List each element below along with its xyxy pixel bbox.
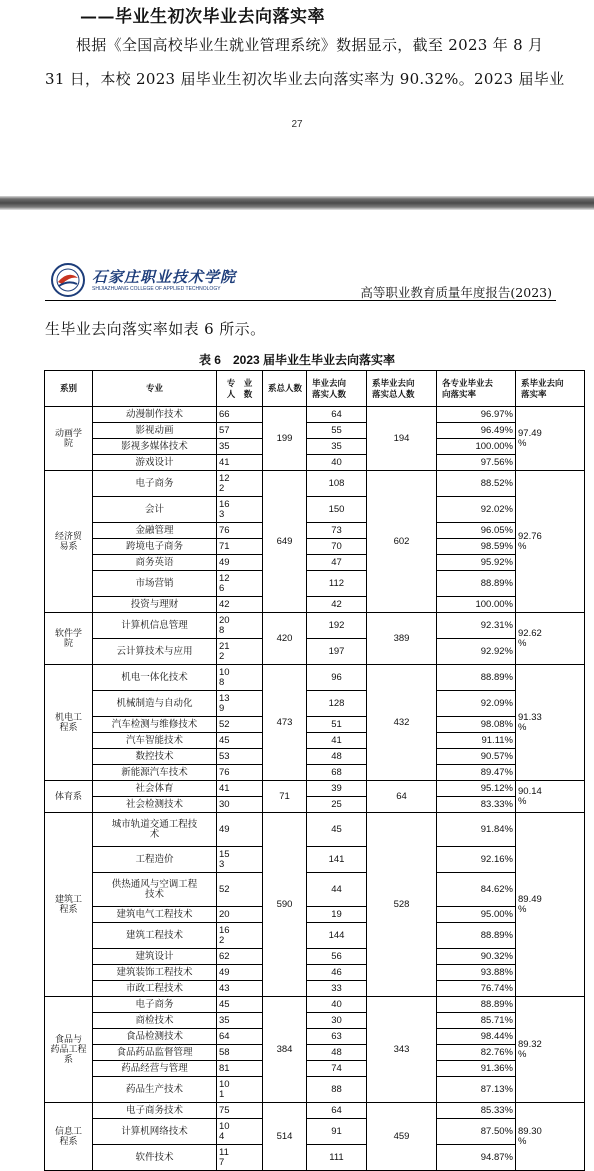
placed-count-cell: 19	[307, 907, 367, 923]
major-count-cell: 49	[217, 555, 263, 571]
table-row	[45, 597, 585, 613]
table-row	[45, 523, 585, 539]
table-row	[45, 1103, 585, 1119]
major-rate-cell: 100.00%	[437, 439, 516, 455]
table-row	[45, 691, 585, 717]
dept-name-cell: 建筑工 程系	[45, 813, 93, 997]
placed-count-cell: 48	[307, 1045, 367, 1061]
table-row	[45, 613, 585, 639]
dept-name-cell: 经济贸 易系	[45, 471, 93, 613]
major-name-cell: 影视多媒体技术	[93, 439, 217, 455]
major-count-cell: 20 8	[217, 613, 263, 639]
placed-count-cell: 42	[307, 597, 367, 613]
major-rate-cell: 88.89%	[437, 997, 516, 1013]
header-major: 专业	[93, 371, 217, 407]
major-count-cell: 45	[217, 733, 263, 749]
placed-count-cell: 40	[307, 997, 367, 1013]
placed-count-cell: 56	[307, 949, 367, 965]
major-name-cell: 建筑设计	[93, 949, 217, 965]
major-name-cell: 金融管理	[93, 523, 217, 539]
dept-rate-cell: 89.30 %	[516, 1103, 585, 1171]
major-name-cell: 机械制造与自动化	[93, 691, 217, 717]
table-header-row	[45, 371, 585, 407]
dept-rate-cell: 97.49 %	[516, 407, 585, 471]
major-count-cell: 58	[217, 1045, 263, 1061]
dept-placed-total-cell: 64	[367, 781, 437, 813]
major-rate-cell: 91.11%	[437, 733, 516, 749]
placed-count-cell: 35	[307, 439, 367, 455]
major-name-cell: 建筑装饰工程技术	[93, 965, 217, 981]
major-count-cell: 35	[217, 1013, 263, 1029]
major-name-cell: 社会体育	[93, 781, 217, 797]
placed-count-cell: 41	[307, 733, 367, 749]
table-row	[45, 439, 585, 455]
major-rate-cell: 92.31%	[437, 613, 516, 639]
table-row	[45, 923, 585, 949]
major-count-cell: 76	[217, 765, 263, 781]
major-name-cell: 食品检测技术	[93, 1029, 217, 1045]
major-name-cell: 计算机网络技术	[93, 1119, 217, 1145]
major-rate-cell: 97.56%	[437, 455, 516, 471]
major-count-cell: 41	[217, 455, 263, 471]
dept-name-cell: 信息工 程系	[45, 1103, 93, 1171]
table-row	[45, 781, 585, 797]
major-rate-cell: 89.47%	[437, 765, 516, 781]
dept-rate-cell: 89.49 %	[516, 813, 585, 997]
header-dept: 系别	[45, 371, 93, 407]
major-count-cell: 15 3	[217, 847, 263, 873]
dept-total-cell: 590	[263, 813, 307, 997]
table-row	[45, 965, 585, 981]
header-divider	[45, 300, 556, 301]
major-name-cell: 药品经营与管理	[93, 1061, 217, 1077]
dept-rate-cell: 89.32 %	[516, 997, 585, 1103]
table-row	[45, 1029, 585, 1045]
major-rate-cell: 95.92%	[437, 555, 516, 571]
major-name-cell: 市政工程技术	[93, 981, 217, 997]
table-row	[45, 407, 585, 423]
table-row	[45, 497, 585, 523]
table-row	[45, 471, 585, 497]
placed-count-cell: 25	[307, 797, 367, 813]
placed-count-cell: 68	[307, 765, 367, 781]
table-row	[45, 733, 585, 749]
placed-count-cell: 192	[307, 613, 367, 639]
table-row	[45, 949, 585, 965]
major-count-cell: 42	[217, 597, 263, 613]
placed-count-cell: 51	[307, 717, 367, 733]
major-rate-cell: 94.87%	[437, 1145, 516, 1171]
placed-count-cell: 44	[307, 873, 367, 907]
placed-count-cell: 91	[307, 1119, 367, 1145]
dept-placed-total-cell: 343	[367, 997, 437, 1103]
table-row	[45, 539, 585, 555]
major-rate-cell: 82.76%	[437, 1045, 516, 1061]
placed-count-cell: 64	[307, 1103, 367, 1119]
major-name-cell: 药品生产技术	[93, 1077, 217, 1103]
dept-rate-cell: 92.76 %	[516, 471, 585, 613]
placed-count-cell: 48	[307, 749, 367, 765]
major-count-cell: 11 7	[217, 1145, 263, 1171]
placed-count-cell: 197	[307, 639, 367, 665]
major-name-cell: 软件技术	[93, 1145, 217, 1171]
major-count-cell: 20	[217, 907, 263, 923]
table-row	[45, 571, 585, 597]
header-major-count: 专 业 人 数	[217, 371, 263, 407]
major-count-cell: 53	[217, 749, 263, 765]
dept-total-cell: 473	[263, 665, 307, 781]
dept-total-cell: 71	[263, 781, 307, 813]
major-name-cell: 游戏设计	[93, 455, 217, 471]
major-name-cell: 工程造价	[93, 847, 217, 873]
major-rate-cell: 92.02%	[437, 497, 516, 523]
major-rate-cell: 93.88%	[437, 965, 516, 981]
placed-count-cell: 112	[307, 571, 367, 597]
major-count-cell: 12 6	[217, 571, 263, 597]
table-row	[45, 997, 585, 1013]
major-count-cell: 81	[217, 1061, 263, 1077]
major-name-cell: 建筑工程技术	[93, 923, 217, 949]
major-count-cell: 71	[217, 539, 263, 555]
table-row	[45, 665, 585, 691]
previous-page	[0, 0, 594, 196]
major-rate-cell: 91.36%	[437, 1061, 516, 1077]
major-rate-cell: 95.12%	[437, 781, 516, 797]
header-dept-placed: 系毕业去向 落实总人数	[367, 371, 437, 407]
major-rate-cell: 92.09%	[437, 691, 516, 717]
major-count-cell: 43	[217, 981, 263, 997]
dept-name-cell: 机电工 程系	[45, 665, 93, 781]
placed-count-cell: 55	[307, 423, 367, 439]
placed-count-cell: 128	[307, 691, 367, 717]
major-rate-cell: 100.00%	[437, 597, 516, 613]
major-count-cell: 16 3	[217, 497, 263, 523]
major-rate-cell: 91.84%	[437, 813, 516, 847]
placed-count-cell: 30	[307, 1013, 367, 1029]
major-count-cell: 30	[217, 797, 263, 813]
placed-count-cell: 40	[307, 455, 367, 471]
major-name-cell: 新能源汽车技术	[93, 765, 217, 781]
table-row	[45, 749, 585, 765]
placed-count-cell: 70	[307, 539, 367, 555]
college-logo	[50, 262, 237, 298]
dept-placed-total-cell: 432	[367, 665, 437, 781]
placement-rate-table	[44, 370, 585, 1171]
table-row	[45, 981, 585, 997]
placed-count-cell: 45	[307, 813, 367, 847]
table-row	[45, 907, 585, 923]
major-rate-cell: 92.16%	[437, 847, 516, 873]
dept-name-cell: 体育系	[45, 781, 93, 813]
major-rate-cell: 85.71%	[437, 1013, 516, 1029]
table-row	[45, 765, 585, 781]
dept-rate-cell: 90.14 %	[516, 781, 585, 813]
major-rate-cell: 96.05%	[437, 523, 516, 539]
major-count-cell: 12 2	[217, 471, 263, 497]
major-count-cell: 64	[217, 1029, 263, 1045]
major-count-cell: 49	[217, 965, 263, 981]
major-count-cell: 16 2	[217, 923, 263, 949]
major-count-cell: 35	[217, 439, 263, 455]
intro-paragraph: 生毕业去向落实率如表 6 所示。	[45, 320, 266, 338]
current-page	[0, 210, 594, 1168]
table-row	[45, 847, 585, 873]
dept-placed-total-cell: 389	[367, 613, 437, 665]
table-row	[45, 873, 585, 907]
paragraph-line: 根据《全国高校毕业生就业管理系统》数据显示，截至 2023 年 8 月	[76, 36, 544, 54]
major-rate-cell: 88.89%	[437, 665, 516, 691]
dept-total-cell: 649	[263, 471, 307, 613]
major-name-cell: 汽车智能技术	[93, 733, 217, 749]
major-name-cell: 影视动画	[93, 423, 217, 439]
dept-name-cell: 动画学 院	[45, 407, 93, 471]
major-rate-cell: 85.33%	[437, 1103, 516, 1119]
major-name-cell: 社会检测技术	[93, 797, 217, 813]
table-row	[45, 813, 585, 847]
table-row	[45, 797, 585, 813]
major-rate-cell: 90.57%	[437, 749, 516, 765]
major-name-cell: 建筑电气工程技术	[93, 907, 217, 923]
page-number: 27	[291, 119, 303, 130]
major-name-cell: 城市轨道交通工程技 术	[93, 813, 217, 847]
major-count-cell: 52	[217, 717, 263, 733]
major-rate-cell: 95.00%	[437, 907, 516, 923]
major-count-cell: 49	[217, 813, 263, 847]
major-rate-cell: 88.89%	[437, 571, 516, 597]
header-major-rate: 各专业毕业去 向落实率	[437, 371, 516, 407]
placed-count-cell: 33	[307, 981, 367, 997]
table-caption: 表 6 2023 届毕业生毕业去向落实率	[198, 353, 396, 367]
major-count-cell: 10 1	[217, 1077, 263, 1103]
major-rate-cell: 76.74%	[437, 981, 516, 997]
placed-count-cell: 73	[307, 523, 367, 539]
logo-chinese-text: 石家庄职业技术学院	[92, 268, 237, 286]
placed-count-cell: 47	[307, 555, 367, 571]
table-row	[45, 717, 585, 733]
major-count-cell: 76	[217, 523, 263, 539]
table-row	[45, 639, 585, 665]
paragraph-line: 31 日，本校 2023 届毕业生初次毕业去向落实率为 90.32%。2023 届毕业	[45, 70, 565, 88]
major-rate-cell: 87.50%	[437, 1119, 516, 1145]
placed-count-cell: 39	[307, 781, 367, 797]
dept-total-cell: 514	[263, 1103, 307, 1171]
section-heading: ——毕业生初次毕业去向落实率	[80, 7, 325, 27]
major-count-cell: 57	[217, 423, 263, 439]
major-rate-cell: 98.08%	[437, 717, 516, 733]
major-rate-cell: 98.59%	[437, 539, 516, 555]
major-name-cell: 电子商务	[93, 997, 217, 1013]
major-rate-cell: 84.62%	[437, 873, 516, 907]
major-rate-cell: 96.97%	[437, 407, 516, 423]
dept-name-cell: 食品与 药品工程系	[45, 997, 93, 1103]
major-name-cell: 云计算技术与应用	[93, 639, 217, 665]
major-name-cell: 商检技术	[93, 1013, 217, 1029]
major-name-cell: 食品药品监督管理	[93, 1045, 217, 1061]
dept-placed-total-cell: 602	[367, 471, 437, 613]
major-name-cell: 跨境电子商务	[93, 539, 217, 555]
major-name-cell: 供热通风与空调工程 技术	[93, 873, 217, 907]
college-emblem-icon	[50, 262, 86, 298]
major-count-cell: 13 9	[217, 691, 263, 717]
placed-count-cell: 63	[307, 1029, 367, 1045]
major-name-cell: 电子商务	[93, 471, 217, 497]
major-count-cell: 45	[217, 997, 263, 1013]
table-row	[45, 1013, 585, 1029]
major-name-cell: 市场营销	[93, 571, 217, 597]
dept-rate-cell: 92.62 %	[516, 613, 585, 665]
table-row	[45, 1077, 585, 1103]
major-name-cell: 机电一体化技术	[93, 665, 217, 691]
dept-total-cell: 384	[263, 997, 307, 1103]
major-name-cell: 电子商务技术	[93, 1103, 217, 1119]
placed-count-cell: 46	[307, 965, 367, 981]
major-count-cell: 41	[217, 781, 263, 797]
placed-count-cell: 111	[307, 1145, 367, 1171]
placed-count-cell: 88	[307, 1077, 367, 1103]
major-name-cell: 数控技术	[93, 749, 217, 765]
major-rate-cell: 87.13%	[437, 1077, 516, 1103]
table-row	[45, 1045, 585, 1061]
dept-placed-total-cell: 528	[367, 813, 437, 997]
table-row	[45, 455, 585, 471]
major-name-cell: 投资与理财	[93, 597, 217, 613]
report-header: 高等职业教育质量年度报告(2023)	[360, 285, 552, 300]
header-placed: 毕业去向 落实人数	[307, 371, 367, 407]
logo-english-text: SHIJIAZHUANG COLLEGE OF APPLIED TECHNOLOGY	[92, 286, 221, 292]
placed-count-cell: 74	[307, 1061, 367, 1077]
major-name-cell: 计算机信息管理	[93, 613, 217, 639]
major-name-cell: 商务英语	[93, 555, 217, 571]
dept-placed-total-cell: 459	[367, 1103, 437, 1171]
major-rate-cell: 83.33%	[437, 797, 516, 813]
major-count-cell: 52	[217, 873, 263, 907]
table-row	[45, 1119, 585, 1145]
header-dept-total: 系总人数	[263, 371, 307, 407]
major-rate-cell: 98.44%	[437, 1029, 516, 1045]
dept-name-cell: 软件学 院	[45, 613, 93, 665]
dept-total-cell: 199	[263, 407, 307, 471]
major-name-cell: 动漫制作技术	[93, 407, 217, 423]
major-count-cell: 10 8	[217, 665, 263, 691]
major-count-cell: 21 2	[217, 639, 263, 665]
major-count-cell: 66	[217, 407, 263, 423]
placed-count-cell: 64	[307, 407, 367, 423]
table-body	[45, 407, 585, 1171]
table-row	[45, 423, 585, 439]
table-row	[45, 1145, 585, 1171]
table-row	[45, 1061, 585, 1077]
major-rate-cell: 88.89%	[437, 923, 516, 949]
major-rate-cell: 92.92%	[437, 639, 516, 665]
table-row	[45, 555, 585, 571]
placed-count-cell: 150	[307, 497, 367, 523]
placed-count-cell: 144	[307, 923, 367, 949]
page-separator	[0, 196, 594, 210]
major-count-cell: 75	[217, 1103, 263, 1119]
major-rate-cell: 88.52%	[437, 471, 516, 497]
placed-count-cell: 96	[307, 665, 367, 691]
major-rate-cell: 96.49%	[437, 423, 516, 439]
dept-placed-total-cell: 194	[367, 407, 437, 471]
major-count-cell: 10 4	[217, 1119, 263, 1145]
placed-count-cell: 108	[307, 471, 367, 497]
major-count-cell: 62	[217, 949, 263, 965]
placed-count-cell: 141	[307, 847, 367, 873]
header-dept-rate: 系毕业去向 落实率	[516, 371, 585, 407]
major-name-cell: 汽车检测与维修技术	[93, 717, 217, 733]
major-name-cell: 会计	[93, 497, 217, 523]
dept-total-cell: 420	[263, 613, 307, 665]
dept-rate-cell: 91.33 %	[516, 665, 585, 781]
major-rate-cell: 90.32%	[437, 949, 516, 965]
